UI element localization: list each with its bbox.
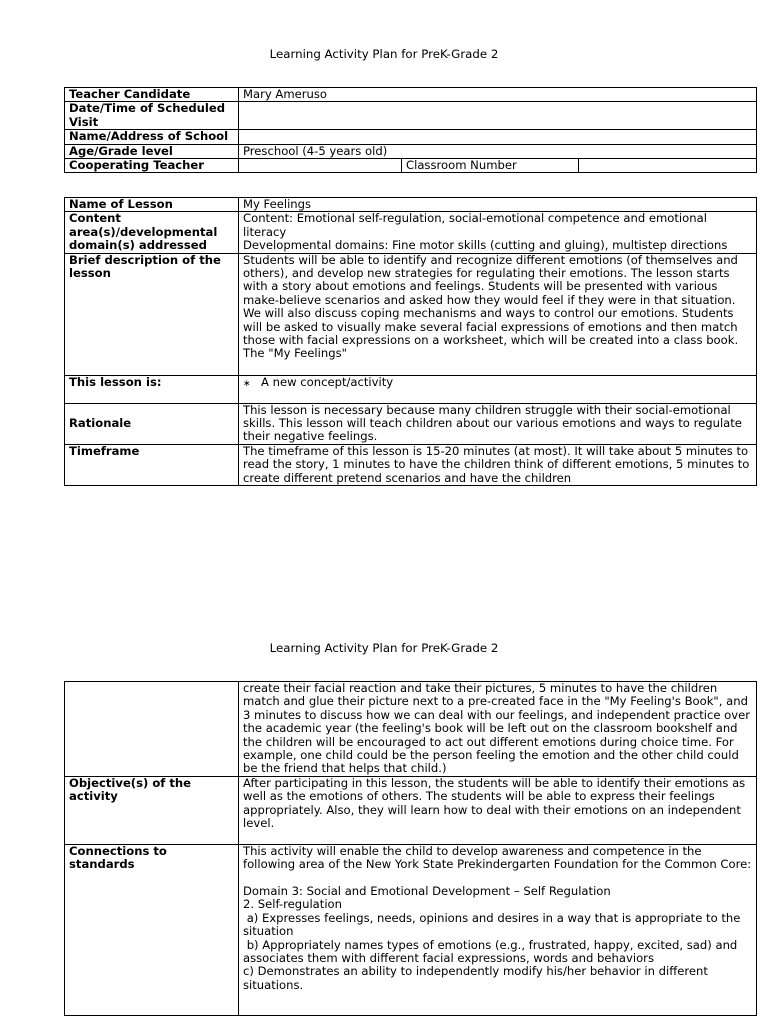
rationale-value: This lesson is necessary because many children struggle with their social-emotional skills. This lesson will teach children about our various emotions and ways to regulate their negative feelings. — [239, 403, 757, 444]
standards-label: Connections to standards — [65, 844, 239, 1015]
lesson-is-label: This lesson is: — [65, 375, 239, 403]
description-label: Brief description of the lesson — [65, 253, 239, 375]
page-header: Learning Activity Plan for PreK-Grade 2 — [269, 47, 499, 61]
info-table — [64, 87, 757, 173]
page-header-2: Learning Activity Plan for PreK-Grade 2 — [269, 641, 499, 655]
row-cooperating-teacher — [65, 159, 757, 173]
standards-item-a: a) Expresses feelings, needs, opinions and desires in a way that is appropriate to the situation — [243, 910, 745, 939]
classroom-number-label: Classroom Number — [402, 159, 579, 173]
lesson-table-continued — [64, 681, 757, 1016]
date-time-label: Date/Time of Scheduled Visit — [65, 102, 239, 130]
lesson-is-text: A new concept/activity — [261, 375, 394, 389]
row-timeframe — [65, 444, 757, 485]
objectives-label: Objective(s) of the activity — [65, 776, 239, 844]
content-area-value — [239, 212, 757, 253]
school-label: Name/Address of School — [65, 130, 239, 144]
row-content-area — [65, 212, 757, 253]
standards-item-b: b) Appropriately names types of emotions (e.g., frustrated, happy, excited, sad) and associates them with different facial expressions, words and behaviors — [243, 937, 741, 966]
cooperating-teacher-value — [239, 159, 402, 173]
empty-label-cell — [65, 682, 239, 777]
teacher-candidate-value: Mary Ameruso — [239, 88, 757, 102]
row-lesson-name — [65, 198, 757, 212]
timeframe-text: The timeframe of this lesson is 15-20 minutes (at most). It will take about 5 minutes to read the story, 1 minutes to have the children think of different emotions, 5 minutes to create different pretend scenarios and have the children — [243, 444, 750, 485]
bullet-icon: ∗ — [243, 378, 251, 389]
developmental-domains-line: Developmental domains: Fine motor skills (cutting and gluing), multistep directions — [243, 238, 728, 253]
date-time-value — [239, 102, 757, 130]
school-value — [239, 130, 757, 144]
timeframe-label: Timeframe — [65, 444, 239, 485]
teacher-candidate-label: Teacher Candidate — [65, 88, 239, 102]
row-description — [65, 253, 757, 375]
grade-level-value: Preschool (4-5 years old) — [239, 144, 757, 158]
classroom-number-value — [579, 159, 757, 173]
row-school — [65, 130, 757, 144]
row-teacher-candidate — [65, 88, 757, 102]
standards-value — [239, 844, 757, 1015]
standards-item-c: c) Demonstrates an ability to independently modify his/her behavior in different situations. — [243, 964, 708, 992]
lesson-is-value — [239, 375, 757, 403]
row-rationale — [65, 403, 757, 444]
lesson-table — [64, 197, 757, 486]
row-lesson-is — [65, 375, 757, 403]
row-grade-level — [65, 144, 757, 158]
description-text: Students will be able to identify and recognize different emotions (of themselves and others), and develop new strategies for regulating their emotions. The lesson starts with a story about emotions and feelings. Students will be presented with various make-believe scenarios and asked how they would feel if they were in that situation. We will also discuss coping mechanisms and ways to control our emotions. Students will be asked to visually make several facial expressions of emotions and then match those with facial expressions on a worksheet, which will be created into a class book. The "My Feelings" — [243, 253, 739, 361]
row-date-time — [65, 102, 757, 130]
timeframe-value — [239, 444, 757, 485]
standards-intro: This activity will enable the child to develop awareness and competence in the following area of the New York State Prekindergarten Foundation for the Common Core: — [243, 844, 752, 872]
timeframe-continued-value: create their facial reaction and take their pictures, 5 minutes to have the children match and glue their picture next to a pre-created face in the "My Feeling's Book", and 3 minutes to discuss how we can deal with our feelings, and independent practice over the academic year (the feeling's book will be left out on the classroom bookshelf and the children will be encouraged to act out different emotions during choice time. For example, one child could be the person feeling the emotion and the other child could be the friend that helps that child.) — [239, 682, 757, 777]
row-timeframe-continued — [65, 682, 757, 777]
lesson-name-value: My Feelings — [239, 198, 757, 212]
row-objectives — [65, 776, 757, 844]
rationale-label: Rationale — [65, 403, 239, 444]
standards-domain: Domain 3: Social and Emotional Development – Self Regulation — [243, 884, 611, 899]
cooperating-teacher-label: Cooperating Teacher — [65, 159, 239, 173]
objectives-value: After participating in this lesson, the students will be able to identify their emotions as well as the emotions of others. The students will be able to express their feelings appropriately. Also, they will learn how to deal with their emotions on an independent level. — [239, 776, 757, 844]
lesson-name-label: Name of Lesson — [65, 198, 239, 212]
standards-item: 2. Self-regulation — [243, 897, 342, 912]
row-standards — [65, 844, 757, 1015]
grade-level-label: Age/Grade level — [65, 144, 239, 158]
content-line: Content: Emotional self-regulation, social-emotional competence and emotional literacy — [243, 211, 707, 239]
description-value — [239, 253, 757, 375]
spacer — [243, 872, 752, 885]
content-area-label: Content area(s)/developmental domain(s) addressed — [65, 212, 239, 253]
